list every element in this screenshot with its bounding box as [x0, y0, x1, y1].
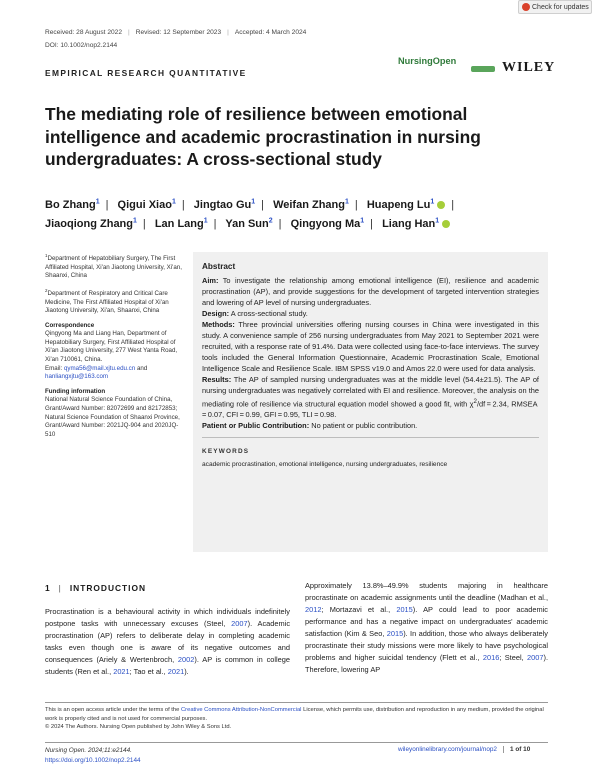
article-dates — [45, 29, 306, 36]
author: Liang Han$^1$ — [382, 218, 450, 230]
citation-link[interactable]: 2015 — [386, 629, 404, 638]
divider — [202, 437, 539, 438]
author: Bo Zhang$^1$ — [45, 198, 100, 211]
keywords-label: KEYWORDS — [202, 448, 250, 456]
divider — [45, 742, 548, 743]
revised-date: Revised: 12 September 2023 — [135, 29, 222, 36]
abstract-methods: Methods: Three provincial universities offering nursing courses in China were investigated in this study. A convenience sample of 256 nursing undergraduates from May 2021 to September 2021 were recruited, with a response rate of 91.4%. Data were collected using face-to-face interviews. The survey tools included the General Information Questionnaire, Academic Procrastination Scale, Emotional Intelligence Scale and Resilience Scale. IBM SPSS v19.0 and Amos 22.0 were used for data analysis. — [202, 320, 540, 373]
author: Lan Lang$^1$ — [154, 217, 208, 230]
funding-text: National Natural Science Foundation of China, Grant/Award Number: 82072699 and 82172853; Natural Science Foundation of Shaanxi Province, Grant/Award Number: 2021JQ-904 and 2020JQ-510 — [45, 396, 180, 438]
email-link[interactable]: hanliangxjtu@163.com — [45, 373, 109, 381]
article-title: The mediating role of resilience between emotional intelligence and academic procrastination in nursing undergraduates: A cross-sectional study — [45, 104, 481, 169]
intro-paragraph: Procrastination is a behavioural activity in which individuals indefinitely postpone tasks with unnecessary excuses (Steel, 2007). Academic procrastination (AP) refers to deliberate delay in completing academic tasks even though one is aware of its negative outcomes and consequences (Ariely & Wertenbroch, 2002). AP is common in college students (Ren et al., 2021; Tao et al., 2021). — [45, 607, 291, 676]
abstract-aim: Aim: To investigate the relationship among emotional intelligence (EI), resilience and academic procrastination (AP), and provide suggestions for the development of targeted intervention strategies and lowering of AP level of nursing undergraduates. — [202, 276, 539, 307]
citation-link[interactable]: 2016 — [482, 653, 500, 662]
orcid-icon[interactable] — [442, 220, 450, 228]
citation-link[interactable]: 2002 — [177, 655, 195, 664]
footer-right — [398, 746, 530, 753]
correspondence-text: Qingyong Ma and Liang Han, Department of Hepatobiliary Surgery, First Affiliated Hospital of Xi'an Jiaotong University, 277 West Yanta Road, Xi'an 710061, China. Email: qyma56@mail.xjtu.edu.cn and hanliangxjtu@163.com — [45, 330, 178, 381]
author: Jingtao Gu$^1$ — [193, 198, 256, 211]
section-heading-introduction: 1 | INTRODUCTION — [45, 583, 147, 593]
author: Huapeng Lu$^1$ — [367, 199, 445, 211]
author: Yan Sun$^2$ — [225, 217, 273, 230]
divider — [45, 702, 548, 703]
date-separator: | — [127, 29, 130, 36]
affiliation-1: $^1$Department of Hepatobiliary Surgery, The First Affiliated Hospital, Xi'an Jiaotong University, Xi'an, Shaanxi, China — [45, 253, 182, 280]
email-link[interactable]: qyma56@mail.xjtu.edu.cn — [63, 364, 136, 372]
abstract-box — [193, 252, 548, 552]
footer-citation: Nursing Open. 2024;11:e2144. https://doi.org/10.1002/nop2.2144 — [45, 747, 141, 764]
intro-text-left — [45, 606, 290, 678]
received-date: Received: 28 August 2022 — [45, 29, 122, 36]
citation-link[interactable]: 2007 — [527, 653, 544, 662]
citation-link[interactable]: 2021 — [167, 667, 185, 676]
journal-logo: NursingOpen — [398, 56, 457, 66]
crossmark-icon — [522, 3, 530, 11]
citation-link[interactable]: 2015 — [396, 605, 413, 614]
copyright: © 2024 The Authors. Nursing Open published by John Wiley & Sons Ltd. — [45, 724, 232, 731]
license-statement: This is an open access article under the terms of the Creative Commons Attribution-NonCommercial License, which permits use, distribution and reproduction in any medium, provided the original work is properly cited and is not used for commercial purposes. © 2024 The Authors. Nursing Open published by John Wiley & Sons Ltd. — [45, 707, 544, 731]
check-for-updates-button[interactable] — [518, 0, 592, 14]
doi-link[interactable]: https://doi.org/10.1002/nop2.2144 — [45, 756, 141, 764]
intro-text-right — [305, 580, 548, 676]
license-link[interactable]: Creative Commons Attribution-NonCommercial — [180, 707, 302, 713]
funding-label: Funding information — [45, 387, 106, 395]
author: Qingyong Ma$^1$ — [290, 217, 365, 230]
author-list: Bo Zhang$^1$ | Qigui Xiao$^1$ | Jingtao Gu$^1$ | Weifan Zhang$^1$ | Huapeng Lu$^1$ | Jiaoqiong Zhang$^1$ | Lan Lang$^1$ | Yan Sun$^2$ | Qingyong Ma$^1$ | Liang Han$^1$ — [45, 198, 455, 230]
date-separator: | — [227, 29, 229, 36]
check-updates-label: Check for updates — [532, 3, 589, 11]
open-access-badge — [471, 66, 495, 72]
orcid-icon[interactable] — [437, 201, 445, 209]
author: Qigui Xiao$^1$ — [117, 198, 176, 211]
keywords: academic procrastination, emotional intelligence, nursing undergraduates, resilience — [202, 461, 448, 469]
journal-site-link[interactable]: wileyonlinelibrary.com/journal/nop2 — [398, 746, 497, 753]
citation-link[interactable]: 2012 — [305, 605, 322, 614]
article-info-column — [45, 252, 187, 445]
page-number: 1 of 10 — [503, 746, 530, 753]
author: Jiaoqiong Zhang$^1$ — [45, 217, 137, 230]
doi-header: DOI: 10.1002/nop2.2144 — [45, 42, 118, 49]
section-category: EMPIRICAL RESEARCH QUANTITATIVE — [45, 68, 247, 78]
correspondence-label: Correspondence — [45, 321, 95, 329]
citation-link[interactable]: 2007 — [231, 619, 248, 628]
affiliation-2: $^2$Department of Respiratory and Critical Care Medicine, The First Affiliated Hospital of Xi'an Jiaotong University, Xi'an, Shaanxi, China — [45, 287, 169, 315]
abstract-results: Results: The AP of sampled nursing undergraduates was at the middle level (54.4±21.5). The AP of nursing undergraduates was negatively correlated with EI and resilience. Moreover, the analysis on the mediating role of resilience via structural equation model showed a good fit, with $\chi^2/df = 2.34$, RMSEA = 0.07, CFI = 0.99, GFI = 0.95, TLI = 0.98. — [202, 375, 539, 420]
abstract-patient-contribution: Patient or Public Contribution: No patient or public contribution. — [202, 421, 418, 431]
citation-link[interactable]: 2021 — [113, 667, 130, 676]
abstract-design: Design: A cross-sectional study. — [202, 309, 308, 318]
abstract-heading: Abstract — [202, 262, 236, 271]
intro-paragraph: Approximately 13.8%–49.9% students majoring in healthcare procrastinate on academic assignments until the deadline (Madhan et al., 2012; Mortazavi et al., 2015). AP could lead to poor academic performance and has a negative impact on undergraduates' academic satisfaction (Kim & Seo, 2015). In addition, those who always deliberately procrastinate their study missions were more likely to have psychological problems and higher suicidal tendency (Flett et al., 2016; Steel, 2007). Therefore, lowering AP — [305, 581, 549, 674]
accepted-date: Accepted: 4 March 2024 — [234, 29, 307, 36]
publisher-logo: WILEY — [502, 60, 556, 75]
author: Weifan Zhang$^1$ — [273, 198, 349, 211]
